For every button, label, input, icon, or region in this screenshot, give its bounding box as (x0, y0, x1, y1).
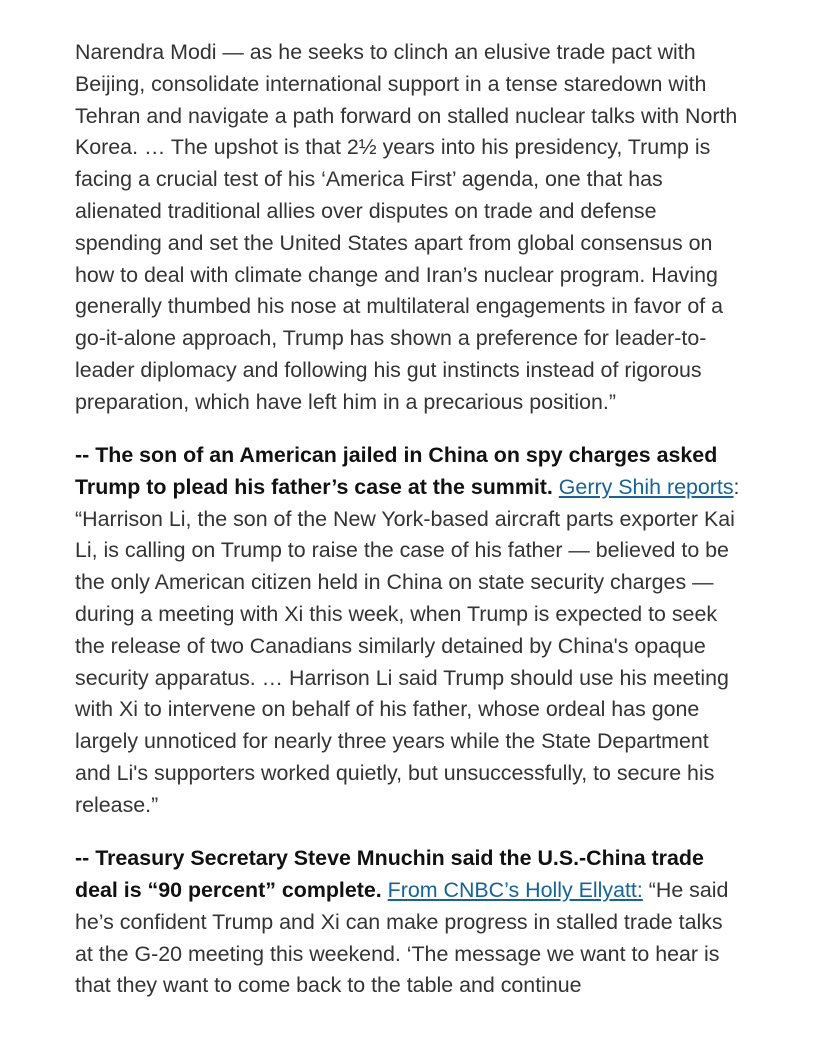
link-gerry-shih-reports[interactable]: Gerry Shih reports (558, 474, 734, 499)
paragraph-mnuchin-trade-deal (75, 843, 741, 1002)
paragraph-american-jailed (75, 440, 741, 822)
bold-lead-text: -- Treasury Secretary Steve Mnuchin said the U.S.-China trade deal is “90 percent” complete. (75, 846, 704, 902)
body-text: Narendra Modi — as he seeks to clinch an elusive trade pact with Beijing, consolidate international support in a tense staredown with Tehran and navigate a path forward on stalled nuclear talks with North Korea. … The upshot is that 2½ years into his presidency, Trump is facing a crucial test of his ‘America First’ agenda, one that has alienated traditional allies over disputes on trade and defense spending and set the United States apart from global consensus on how to deal with climate change and Iran’s nuclear program. Having generally thumbed his nose at multilateral engagements in favor of a go-it-alone approach, Trump has shown a preference for leader-to-leader diplomacy and following his gut instincts instead of rigorous preparation, which have left him in a precarious position.” (75, 40, 738, 414)
bold-lead-text: -- The son of an American jailed in China on spy charges asked Trump to plead his father’s case at the summit. (75, 443, 718, 499)
link-from-cnbc-holly-ellyatt[interactable]: From CNBC’s Holly Ellyatt: (387, 877, 643, 902)
paragraph-modi-quote (75, 37, 741, 419)
body-text: : “Harrison Li, the son of the New York-based aircraft parts exporter Kai Li, is calling on Trump to raise the case of his father — believed to be the only American citizen held in China on state security charges — during a meeting with Xi this week, when Trump is expected to seek the release of two Canadians similarly detained by China's opaque security apparatus. … Harrison Li said Trump should use his meeting with Xi to intervene on behalf of his father, whose ordeal has gone largely unnoticed for nearly three years while the State Department and Li's supporters worked quietly, but unsuccessfully, to secure his release.” (75, 474, 740, 817)
body-text: “He said he’s confident Trump and Xi can make progress in stalled trade talks at the G-20 meeting this weekend. ‘The message we want to hear is that they want to come back to the table and continue (75, 877, 729, 998)
